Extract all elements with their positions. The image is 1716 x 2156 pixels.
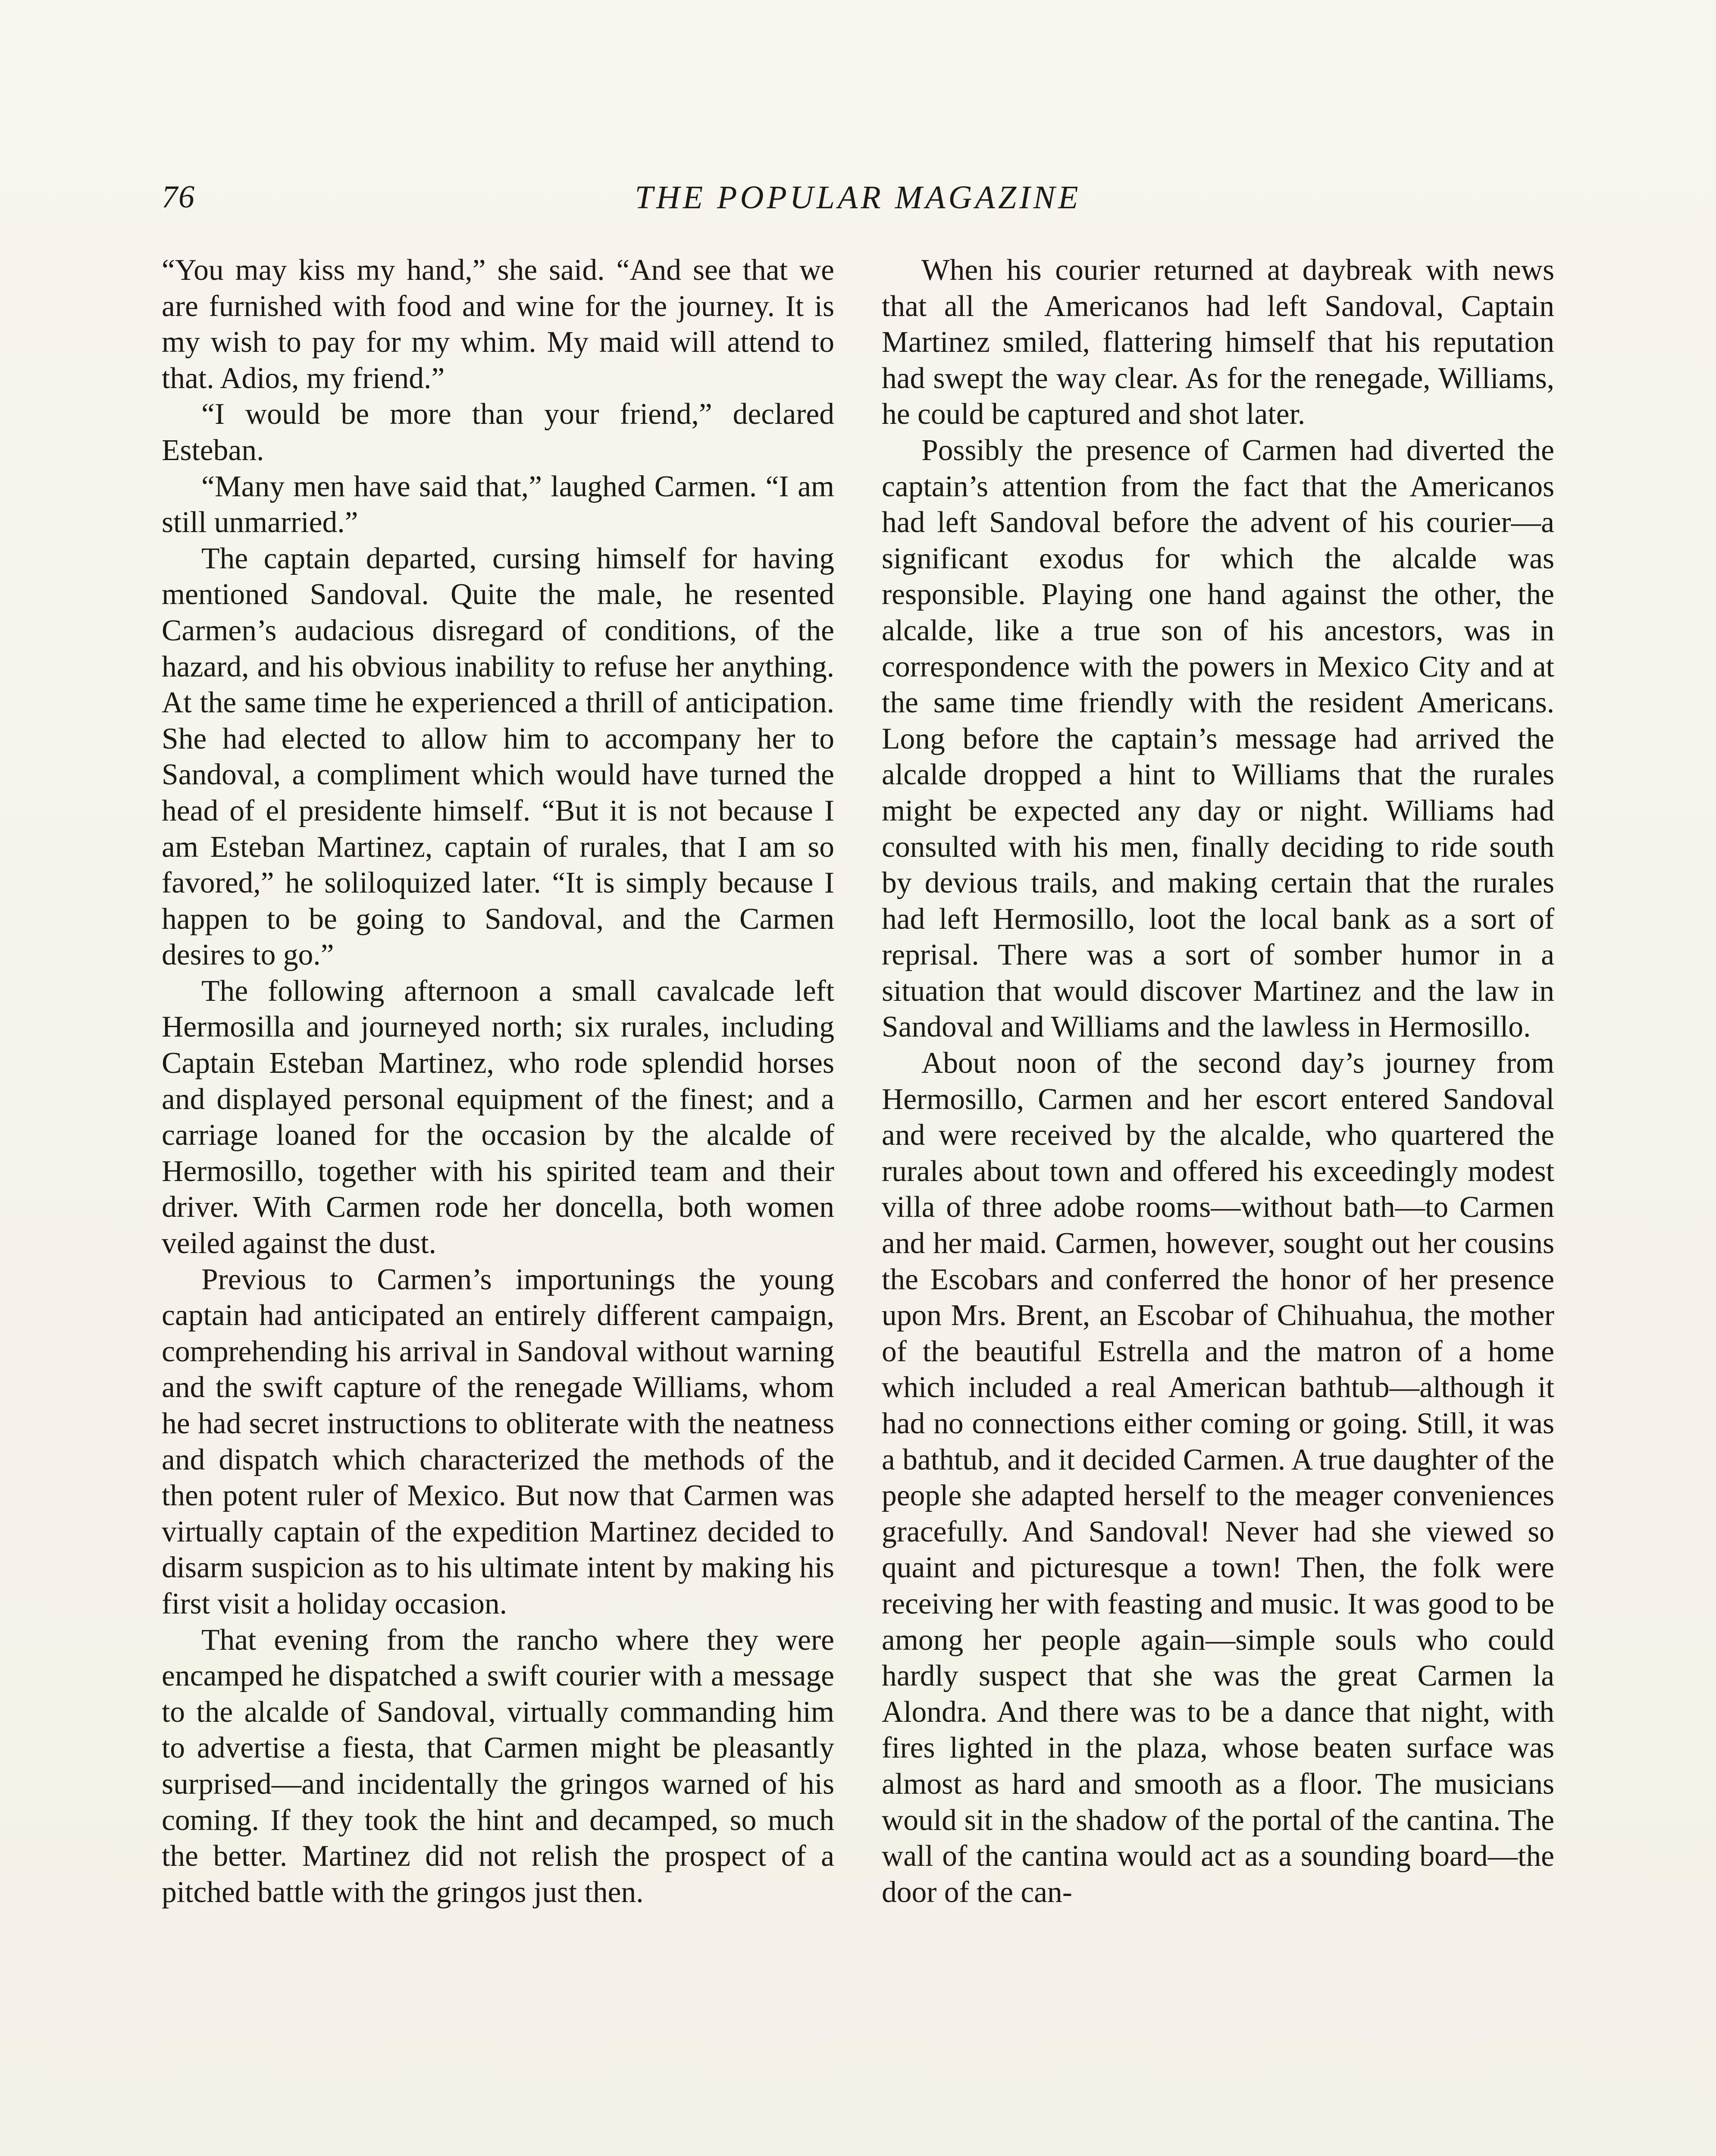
right-column — [882, 252, 1554, 1910]
paragraph: That evening from the rancho where they were encamped he dispatched a swift courier with a message to the alcalde of Sandoval, virtually commanding him to advertise a fiesta, that Carmen might be pleasantly surprised—and incidentally the gringos warned of his coming. If they took the hint and decamped, so much the better. Martinez did not relish the prospect of a pitched battle with the gringos just then. — [162, 1623, 834, 1909]
page-number: 76 — [162, 179, 195, 215]
paragraph: The captain departed, cursing himself for having mentioned Sandoval. Quite the male, he resented Carmen’s audacious disregard of conditions, of the hazard, and his obvious inability to refuse her anything. At the same time he experienced a thrill of anticipation. She had elected to allow him to accompany her to Sandoval, a compliment which would have turned the head of el presidente himself. “But it is not because I am Esteban Martinez, captain of rurales, that I am so favored,” he soliloquized later. “It is simply because I happen to be going to Sandoval, and the Carmen desires to go.” — [162, 542, 834, 972]
paragraph: The following afternoon a small cavalcade left Hermosilla and journeyed north; six rurales, including Captain Esteban Martinez, who rode splendid horses and displayed personal equipment of the finest; and a carriage loaned for the occasion by the alcalde of Hermosillo, together with his spirited team and their driver. With Carmen rode her doncella, both women veiled against the dust. — [162, 974, 834, 1260]
paragraph: “Many men have said that,” laughed Carmen. “I am still unmarried.” — [162, 470, 834, 539]
paragraph: About noon of the second day’s journey from Hermosillo, Carmen and her escort entered Sandoval and were received by the alcalde, who quartered the rurales about town and offered his exceedingly modest villa of three adobe rooms—without bath—to Carmen and her maid. Carmen, however, sought out her cousins the Escobars and conferred the honor of her presence upon Mrs. Brent, an Escobar of Chihuahua, the mother of the beautiful Estrella and the matron of a home which included a real American bathtub—although it had no connections either coming or going. Still, it was a bathtub, and it decided Carmen. A true daughter of the people she adapted herself to the meager conveniences gracefully. And Sandoval! Never had she viewed so quaint and picturesque a town! Then, the folk were receiving her with feasting and music. It was good to be among her people again—simple souls who could hardly suspect that she was the great Carmen la Alondra. And there was to be a dance that night, with fires lighted in the plaza, whose beaten surface was almost as hard and smooth as a floor. The musicians would sit in the shadow of the portal of the cantina. The wall of the cantina would act as a sounding board—the door of the can- — [882, 1047, 1554, 1909]
paragraph: “You may kiss my hand,” she said. “And see that we are furnished with food and wine for the journey. It is my wish to pay for my whim. My maid will attend to that. Adios, my friend.” — [162, 254, 834, 395]
running-head-title: THE POPULAR MAGAZINE — [635, 179, 1081, 216]
left-column — [162, 252, 834, 1910]
page-header — [162, 179, 1554, 226]
paragraph: When his courier returned at daybreak with news that all the Americanos had left Sandoval, Captain Martinez smiled, flattering himself that his reputation had swept the way clear. As for the renegade, Williams, he could be captured and shot later. — [882, 254, 1554, 431]
paragraph: “I would be more than your friend,” declared Esteban. — [162, 398, 834, 467]
paragraph: Possibly the presence of Carmen had diverted the captain’s attention from the fact that the Americanos had left Sandoval before the advent of his courier—a significant exodus for which the alcalde was responsible. Playing one hand against the other, the alcalde, like a true son of his ancestors, was in correspondence with the powers in Mexico City and at the same time friendly with the resident Americans. Long before the captain’s message had arrived the alcalde dropped a hint to Williams that the rurales might be expected any day or night. Williams had consulted with his men, finally deciding to ride south by devious trails, and making certain that the rurales had left Hermosillo, loot the local bank as a sort of reprisal. There was a sort of somber humor in a situation that would discover Martinez and the law in Sandoval and Williams and the lawless in Hermosillo. — [882, 433, 1554, 1044]
paragraph: Previous to Carmen’s importunings the young captain had anticipated an entirely different campaign, comprehending his arrival in Sandoval without warning and the swift capture of the renegade Williams, whom he had secret instructions to obliterate with the neatness and dispatch which characterized the methods of the then potent ruler of Mexico. But now that Carmen was virtually captain of the expedition Martinez decided to disarm suspicion as to his ultimate intent by making his first visit a holiday occasion. — [162, 1263, 834, 1620]
